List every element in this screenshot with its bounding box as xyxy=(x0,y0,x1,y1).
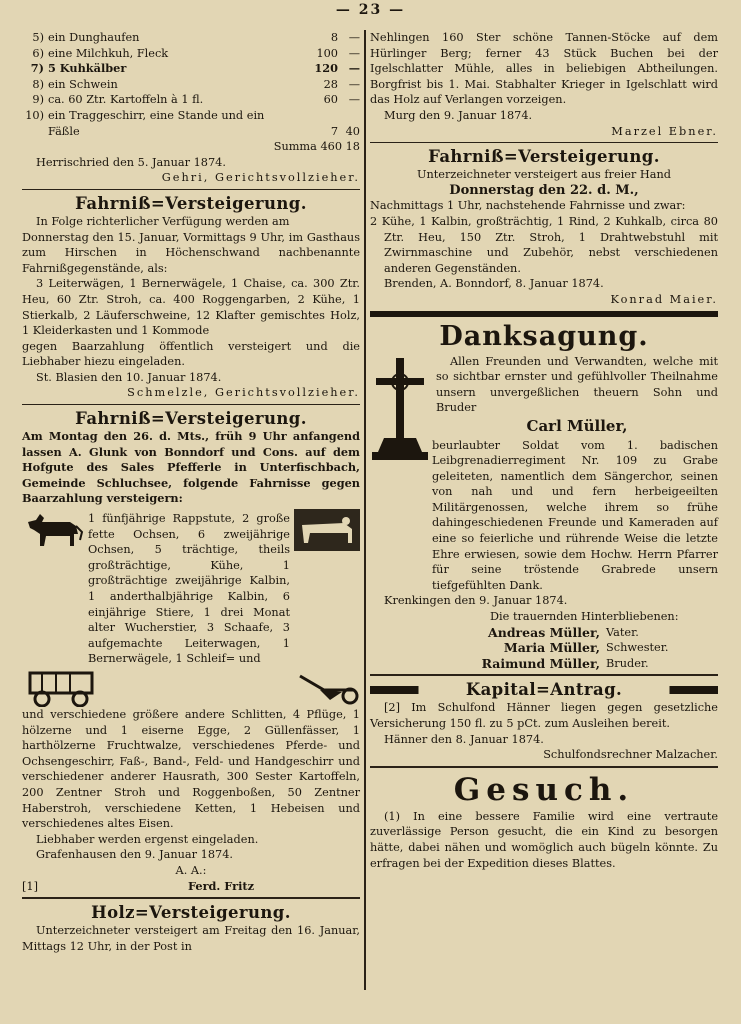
item-text: ca. 60 Ztr. Kartoffeln à 1 fl. xyxy=(48,93,204,107)
item-number: 7) xyxy=(30,61,44,76)
grave-cross-icon xyxy=(370,354,430,464)
signature: Marzel Ebner. xyxy=(611,124,718,138)
item-kreuzer: — xyxy=(348,61,360,76)
divider xyxy=(370,674,718,676)
oxen-icon xyxy=(294,509,360,551)
deceased-name: Carl Müller, xyxy=(526,416,628,435)
item-value: 28 xyxy=(323,77,338,91)
plough-icon xyxy=(296,670,360,706)
ad-text: 1 fünfjährige Rappstute, 2 große fette Ochsen, 6 zweijährige Ochsen, 5 trächtige, theils großträchtige, Kühe, 1 großträchtige zweijährige Kalbin, 1 anderthalbjährige Kalbin, 6 einjährige Stiere, 1 drei Monat alter Wucherstier, 3 Schaafe, 3 aufgemachte Leiterwagen, 1 Bernerwägele, 1 Schleif= und xyxy=(88,512,290,666)
ad-text: gegen Baarzahlung öffentlich versteigert und die Liebhaber hiezu eingeladen. xyxy=(22,339,360,369)
dateline: Krenkingen den 9. Januar 1874. xyxy=(384,594,568,608)
ad-text: beurlaubter Soldat vom 1. badischen Leibgrenadierregiment Nr. 109 zu Grabe geleiteten, namentlich dem Sängerchor, seinen von nah und und fern herbeigeeilten Militärgenossen, welche ihrem so frühe dahingeschiedenen Freunde und Kameraden auf eine so feierliche und rührende Weise die letzte Ehre erwiesen, sowie dem Hochw. Herrn Pfarrer für seine tröstende Grabrede unsern tiefgefühlten Dank. xyxy=(432,438,718,592)
divider xyxy=(22,404,360,405)
list-item xyxy=(22,46,360,62)
ad-text: Liebhaber werden ergenst eingeladen. xyxy=(36,832,259,846)
ad-holz xyxy=(22,902,360,954)
mourners-label: Die trauernden Hinterbliebenen: xyxy=(490,610,679,624)
item-kreuzer: — xyxy=(348,46,360,60)
dateline: St. Blasien den 10. Januar 1874. xyxy=(36,370,222,384)
list-item xyxy=(22,77,360,93)
list-item xyxy=(22,61,360,77)
ad-text: Nachmittags 1 Uhr, nachstehende Fahrnisse und zwar: xyxy=(370,199,686,213)
summa: Summa 460 18 xyxy=(273,140,360,154)
ad-fahrniss-1 xyxy=(22,193,360,401)
signature: Ferd. Fritz xyxy=(187,878,254,893)
signatory-role: Bruder. xyxy=(606,656,649,670)
signature: Konrad Maier. xyxy=(610,292,718,306)
ad-fahrniss-3 xyxy=(370,146,718,307)
divider xyxy=(370,311,718,317)
page-number: — 23 — xyxy=(335,2,406,18)
danksagung-text xyxy=(430,354,718,436)
item-value: 8 xyxy=(330,31,338,44)
right-column xyxy=(370,30,718,871)
item-value: 60 xyxy=(323,93,338,107)
ad-title: Fahrniß=Versteigerung. xyxy=(75,193,307,213)
signatory-role: Vater. xyxy=(606,625,639,639)
item-number: 10) xyxy=(25,108,44,122)
signatory xyxy=(370,640,718,656)
ad-text: und verschiedene größere andere Schlitten, 4 Pflüge, 1 hölzerne und 1 eiserne Egge, 2 Güllenfässer, 1 harthölzerne Fruchtwalze, verschiedenes Pferde- und Ochsengeschirr, Faß-, Band-, Feld- und Handgeschirr und verschiedener anderer Hausrath, 300 Sester Kartoffeln, 200 Zentner Stroh und Roggenboßen, 50 Zentner Haberstroh, verschiedene Ketten, 1 Hebeisen und verschiedenes altes Eisen. xyxy=(22,707,360,831)
list-item xyxy=(22,30,360,46)
item-number: 9) xyxy=(32,93,44,107)
signatory xyxy=(370,625,718,641)
item-value: 7 xyxy=(330,124,338,138)
item-text: ein Schwein xyxy=(48,77,118,91)
dateline: Murg den 9. Januar 1874. xyxy=(384,108,533,122)
ad-text: Unterzeichneter versteigert am Freitag den 16. Januar, Mittags 12 Uhr, in der Post in xyxy=(22,924,360,953)
ad-text: (1) In eine bessere Familie wird eine vertraute zuverlässige Person gesucht, die ein Kind zu besorgen hätte, dabei nähen und womöglich auch bügeln könnte. Zu erfragen bei der Expedition dieses Blattes. xyxy=(370,809,718,870)
item-text: eine Milchkuh, Fleck xyxy=(48,46,169,60)
dateline: Herrischried den 5. Januar 1874. xyxy=(36,155,226,169)
dateline: Brenden, A. Bonndorf, 8. Januar 1874. xyxy=(384,277,604,291)
item-number: 8) xyxy=(32,77,44,91)
ad-date: Donnerstag den 22. d. M., xyxy=(449,182,639,198)
ad-kapital xyxy=(370,679,718,762)
ad-with-figures-2 xyxy=(22,669,360,707)
item-kreuzer: 40 xyxy=(345,124,360,138)
ad-text: Unterzeichneter versteigert aus freier Hand xyxy=(416,168,672,182)
signatory xyxy=(370,656,718,672)
column-divider xyxy=(364,30,366,990)
ad-text: 3 Leiterwägen, 1 Bernerwägele, 1 Chaise, ca. 300 Ztr. Heu, 60 Ztr. Stroh, ca. 400 Roggengarben, 2 Kühe, 1 Stierkalb, 2 Läuferschweine, 12 Klafter gemischtes Holz, 1 Kleiderkasten und 1 Kommode xyxy=(22,277,360,338)
ad-fahrniss-2 xyxy=(22,408,360,894)
ad-title: Fahrniß=Versteigerung. xyxy=(428,147,660,167)
item-kreuzer: — xyxy=(348,93,360,107)
ad-text: Nehlingen 160 Ster schöne Tannen-Stöcke auf dem Hürlinger Berg; ferner 43 Stück Buchen bei der Igelschlatter Mühle, alles in beliebigen Abtheilungen. Borgfrist bis 1. Mai. Stabhalter Krieger in Igelschlatt wird das Holz auf Verlangen vorzeigen. xyxy=(370,31,718,107)
signatory-name: Andreas Müller, xyxy=(488,624,600,640)
ad-gesuch xyxy=(370,771,718,871)
signature: Gehri, Gerichtsvollzieher. xyxy=(161,171,360,185)
ad-text: Donnerstag den 15. Januar, Vormittags 9 Uhr, im Gasthaus zum Hirschen in Höchenschwand nachbenannte Fahrnißgegenstände, als: xyxy=(22,230,360,275)
item-value: 120 xyxy=(314,61,338,76)
item-number: 6) xyxy=(32,46,44,60)
signatory-name: Maria Müller, xyxy=(503,640,600,656)
signatory-name: Raimund Müller, xyxy=(481,655,600,671)
signature-row xyxy=(22,879,360,895)
item-text: ein Dunghaufen xyxy=(48,31,140,44)
ad-text: Am Montag den 26. d. Mts., früh 9 Uhr anfangend lassen A. Glunk von Bonndorf und Cons. auf dem Hofgute des Sales Pfefferle in Unterfischbach, Gemeinde Schluchsee, folgende Fahrnisse gegen Baarzahlung versteigern: xyxy=(22,429,360,506)
item-value: 100 xyxy=(316,46,338,60)
ad-text: 2 Kühe, 1 Kalbin, großträchtig, 1 Rind, 2 Kuhkalb, circa 80 Ztr. Heu, 150 Ztr. Stroh, 1 Drahtwebstuhl mit Zwirnmaschine und Zubehör, nebst verschiedenen anderen Gegenständen. xyxy=(370,214,718,275)
item-text: ein Traggeschirr, eine Stande und ein Fäßle xyxy=(48,108,265,138)
ad-title: Kapital=Antrag. xyxy=(370,679,718,700)
ad-text: [2] Im Schulfond Hänner liegen gegen gesetzliche Versicherung 150 fl. zu 5 pCt. zum Ausleihen bereit. xyxy=(370,701,718,730)
ad-text: In Folge richterlicher Verfügung werden am xyxy=(36,214,290,228)
item-kreuzer: — xyxy=(348,77,360,91)
reference-number: [1] xyxy=(22,879,39,893)
divider xyxy=(370,766,718,768)
ad-title: Fahrniß=Versteigerung. xyxy=(75,409,307,429)
dateline: Grafenhausen den 9. Januar 1874. xyxy=(36,848,233,862)
horse-icon xyxy=(22,510,86,550)
dateline: Hänner den 8. Januar 1874. xyxy=(384,732,544,746)
left-column xyxy=(22,30,360,954)
divider xyxy=(22,897,360,899)
ad-title: Danksagung. xyxy=(439,320,649,352)
item-kreuzer: — xyxy=(348,31,360,44)
divider xyxy=(22,189,360,190)
signature: Schmelzle, Gerichtsvollzieher. xyxy=(127,386,360,400)
item-number: 5) xyxy=(32,31,44,44)
signature: Schulfondsrechner Malzacher. xyxy=(543,748,718,762)
signatory-role: Schwester. xyxy=(606,641,669,655)
item-text: 5 Kuhkälber xyxy=(48,61,127,76)
ad-title: Holz=Versteigerung. xyxy=(91,903,291,923)
signature-prefix: A. A.: xyxy=(175,863,207,877)
ad-text: Allen Freunden und Verwandten, welche mit so sichtbar ernster und gefühlvoller Theilnahme unsern unvergeßlichen theuern Sohn und Bruder xyxy=(436,354,718,415)
list-item xyxy=(22,108,360,139)
divider xyxy=(370,142,718,143)
wagon-icon xyxy=(22,669,102,707)
ad-title: Gesuch. xyxy=(453,771,635,808)
list-item xyxy=(22,92,360,108)
item-list xyxy=(22,30,360,139)
ad-danksagung xyxy=(370,320,718,672)
